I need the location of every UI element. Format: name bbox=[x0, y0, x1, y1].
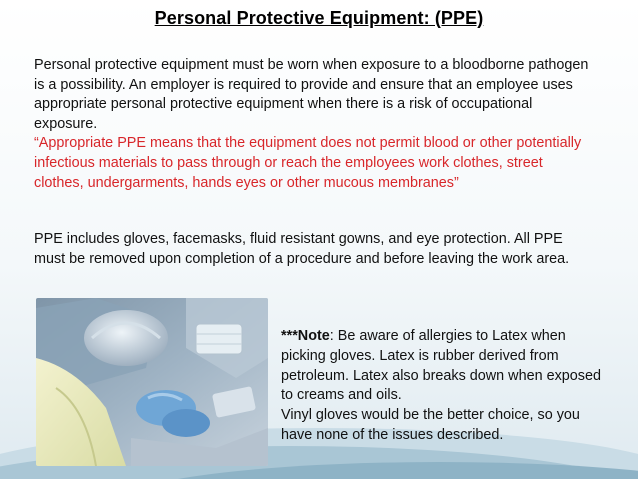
ppe-photo bbox=[36, 298, 268, 466]
latex-note bbox=[281, 327, 601, 446]
note-label: ***Note bbox=[281, 328, 330, 344]
intro-text: Personal protective equipment must be worn when exposure to a bloodborne pathogen is a possibility. An employer is required to provide and ensure that an employee uses appropriate personal protective equipment when there is a risk of occupational exposure. bbox=[34, 57, 589, 132]
slide-title: Personal Protective Equipment: (PPE) bbox=[154, 8, 484, 28]
intro-paragraph bbox=[34, 56, 594, 193]
ppe-list-paragraph: PPE includes gloves, facemasks, fluid resistant gowns, and eye protection. All PPE must be removed upon completion of a procedure and before leaving the work area. bbox=[34, 231, 570, 267]
ppe-photo-illustration bbox=[36, 298, 268, 466]
ppe-definition-quote: “Appropriate PPE means that the equipment does not permit blood or other potentially infectious materials to pass through or reach the employees work clothes, street clothes, undergarments, hands eyes or other mucous membranes” bbox=[34, 135, 582, 191]
note-text: : Be aware of allergies to Latex when picking gloves. Latex is rubber derived from petroleum. Latex also breaks down when exposed to creams and oils. bbox=[281, 328, 601, 404]
note-recommendation: Vinyl gloves would be the better choice, so you have none of the issues described. bbox=[281, 407, 580, 443]
